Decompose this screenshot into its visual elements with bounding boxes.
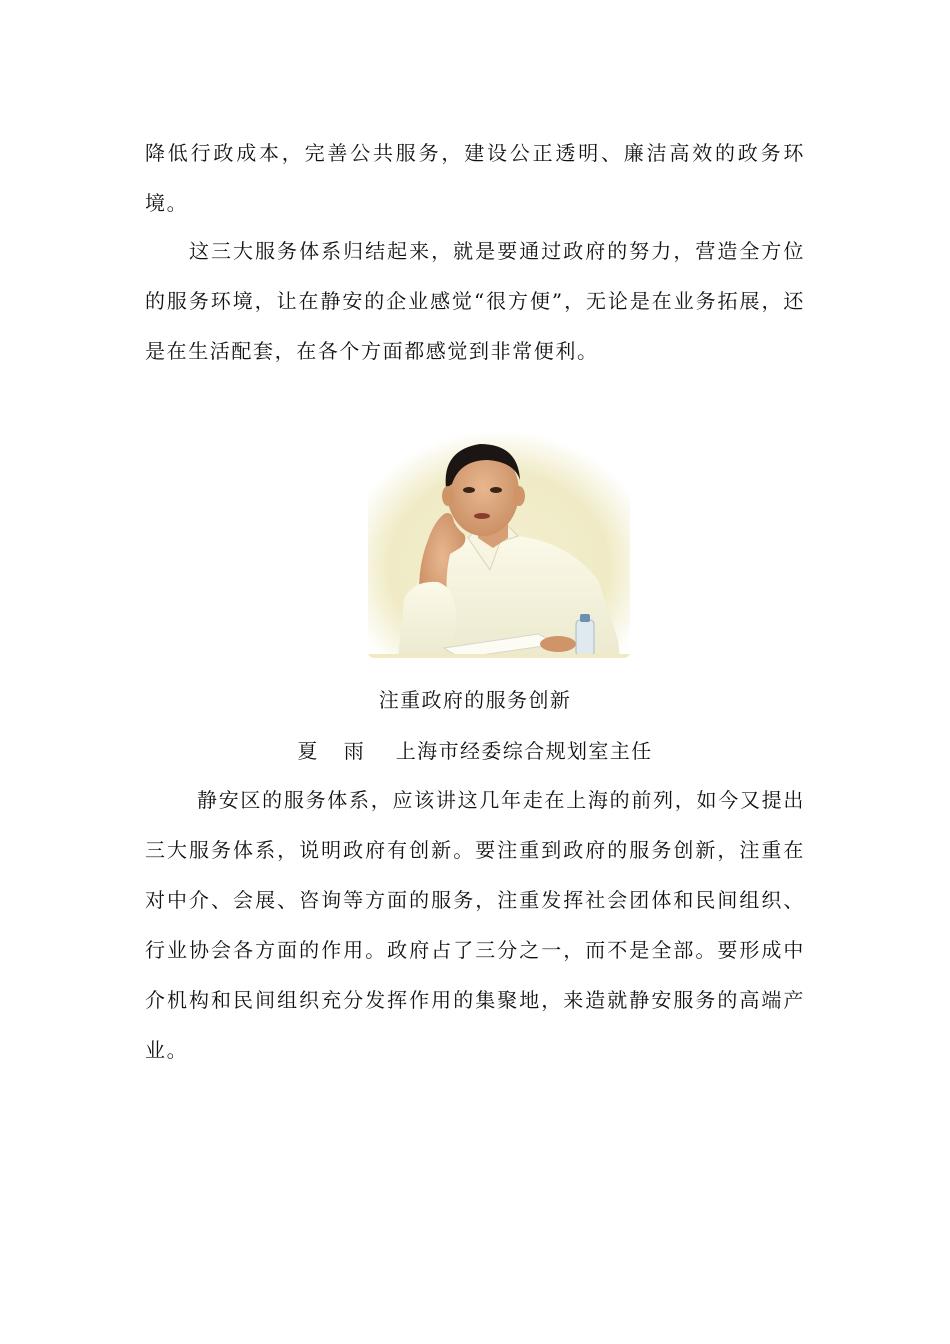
body-paragraph: 静安区的服务体系，应该讲这几年走在上海的前列，如今又提出三大服务体系，说明政府有创新。要注重到政府的服务创新，注重在对中介、会展、咨询等方面的服务，注重发挥社会团体和民间组织、行业协会各方面的作用。政府占了三分之一，而不是全部。要形成中介机构和民间组织充分发挥作用的集聚地，来造就静安服务的高端产业。 (145, 788, 805, 1062)
section-title: 注重政府的服务创新 (378, 688, 572, 712)
body-paragraph: 降低行政成本，完善公共服务，建设公正透明、廉洁高效的政务环境。 (145, 141, 805, 215)
byline-name: 夏 雨 (297, 739, 374, 763)
byline (0, 735, 950, 764)
speaker-photo (368, 430, 630, 658)
person-speaking-photo-icon (368, 430, 630, 658)
byline-title: 上海市经委综合规划室主任 (395, 739, 653, 763)
body-paragraph: 这三大服务体系归结起来，就是要通过政府的努力，营造全方位的服务环境，让在静安的企业感觉“很方便”，无论是在业务拓展，还是在生活配套，在各个方面都感觉到非常便利。 (145, 239, 805, 363)
